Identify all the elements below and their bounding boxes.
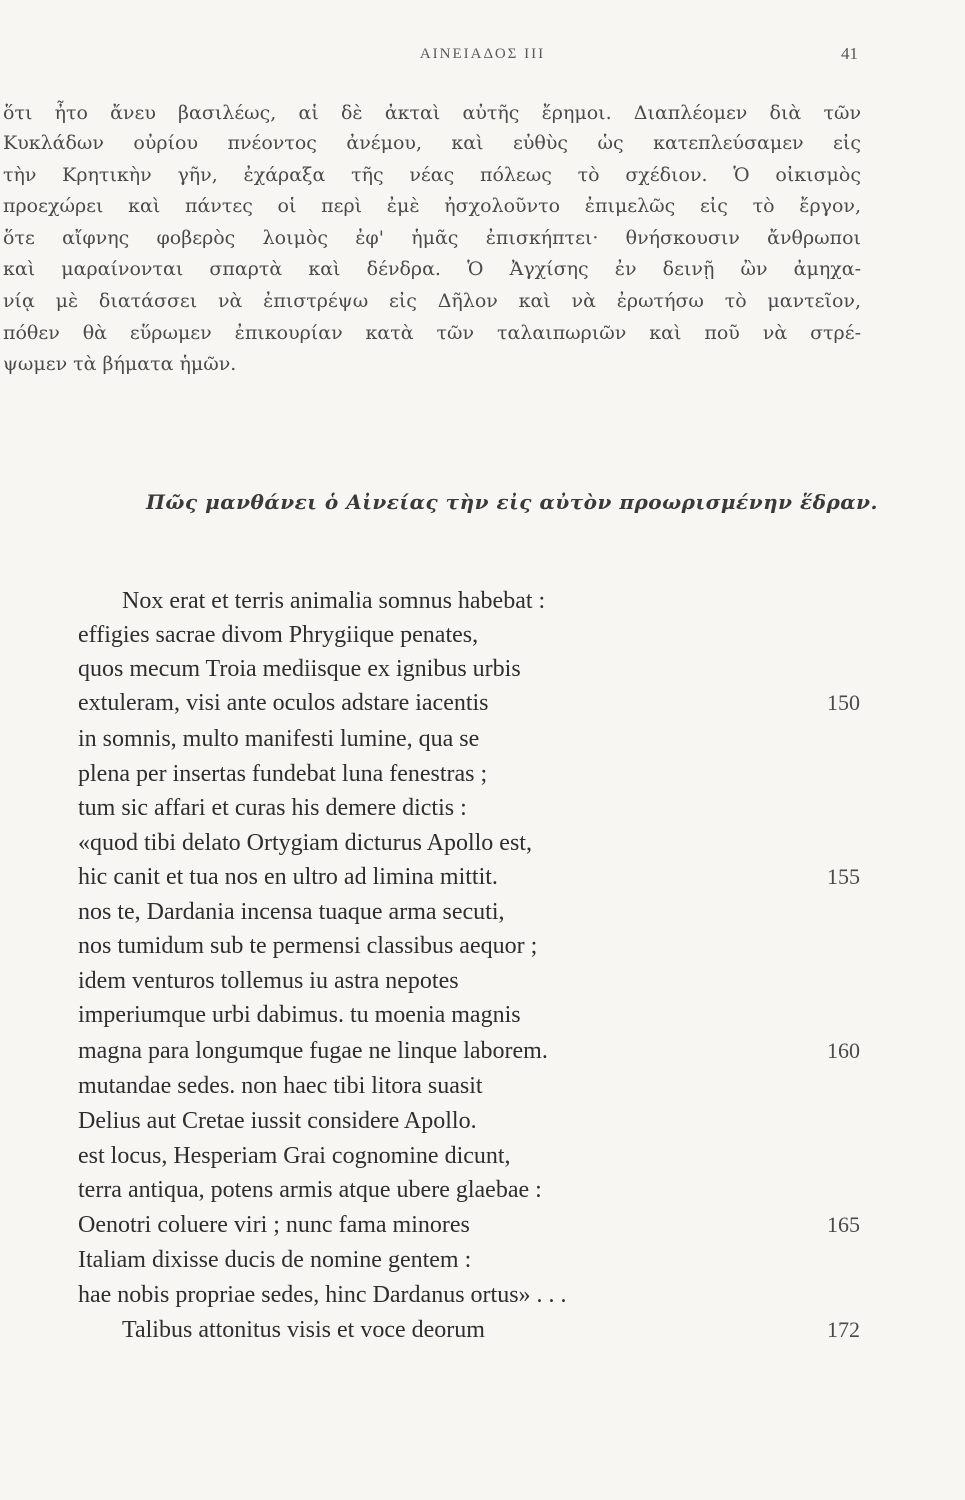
verse-text: Nox erat et terris animalia somnus habebat : <box>122 588 546 614</box>
verse-text: effigies sacrae divom Phrygiique penates, <box>78 622 479 648</box>
verse-line <box>0 895 965 929</box>
verse-line <box>0 1034 965 1068</box>
verse-text: extuleram, visi ante oculos adstare iacentis <box>78 690 489 716</box>
verse-text: quos mecum Troia mediisque ex ignibus urbis <box>78 656 521 682</box>
section-subheading: Πῶς μανθάνει ὁ Αἰνείας τὴν εἰς αὐτὸν προωρισμένην ἕδραν. <box>146 490 878 514</box>
verse-text: tum sic affari et curas his demere dictis : <box>78 795 467 821</box>
verse-text: magna para longumque fugae ne linque laborem. <box>78 1038 548 1064</box>
verse-text: imperiumque urbi dabimus. tu moenia magnis <box>78 1002 521 1028</box>
verse-line <box>0 860 965 894</box>
verse-line <box>0 998 965 1032</box>
greek-line: τὴν Κρητικὴν γῆν, ἐχάραξα τῆς νέας πόλεως τὸ σχέδιον. Ὁ οἰκισμὸς <box>3 164 861 186</box>
verse-text: terra antiqua, potens armis atque ubere glaebae : <box>78 1177 542 1203</box>
verse-text: nos tumidum sub te permensi classibus aequor ; <box>78 933 538 959</box>
verse-line <box>0 1208 965 1242</box>
verse-text: Delius aut Cretae iussit considere Apollo. <box>78 1108 477 1134</box>
greek-line: πόθεν θὰ εὕρωμεν ἐπικουρίαν κατὰ τῶν ταλαιπωριῶν καὶ ποῦ νὰ στρέ- <box>3 322 861 344</box>
verse-text: idem venturos tollemus iu astra nepotes <box>78 968 459 994</box>
running-header-title: ΑΙΝΕΙΑΔΟΣ III <box>419 46 546 62</box>
greek-line: νίᾳ μὲ διατάσσει νὰ ἐπιστρέψω εἰς Δῆλον καὶ νὰ ἐρωτήσω τὸ μαντεῖον, <box>3 290 861 312</box>
greek-line: ψωμεν τὰ βήματα ἡμῶν. <box>3 353 237 375</box>
verse-line <box>0 1173 965 1207</box>
greek-line: καὶ μαραίνονται σπαρτὰ καὶ δένδρα. Ὁ Ἀγχίσης ἐν δεινῇ ὢν ἀμηχα- <box>3 258 861 280</box>
verse-line <box>0 1069 965 1103</box>
verse-line <box>0 652 965 686</box>
verse-text: hae nobis propriae sedes, hinc Dardanus ortus» . . . <box>78 1282 567 1308</box>
greek-line: Κυκλάδων οὐρίου πνέοντος ἀνέμου, καὶ εὐθὺς ὡς κατεπλεύσαμεν εἰς <box>3 132 861 154</box>
verse-line <box>0 1243 965 1277</box>
verse-text: Talibus attonitus visis et voce deorum <box>122 1317 485 1343</box>
verse-text: Italiam dixisse ducis de nomine gentem : <box>78 1247 472 1273</box>
verse-number: 160 <box>827 1038 860 1063</box>
verse-text: in somnis, multo manifesti lumine, qua se <box>78 726 480 752</box>
verse-line <box>0 618 965 652</box>
verse-number: 155 <box>827 864 860 889</box>
verse-line <box>0 1139 965 1173</box>
greek-line: ὅτε αἴφνης φοβερὸς λοιμὸς ἐφ' ἡμᾶς ἐπισκήπτει· θνήσκουσιν ἄνθρωποι <box>3 227 861 249</box>
verse-number: 150 <box>827 690 860 715</box>
verse-line <box>0 1313 965 1347</box>
verse-line <box>0 584 965 618</box>
verse-number: 165 <box>827 1212 860 1237</box>
verse-text: mutandae sedes. non haec tibi litora suasit <box>78 1073 483 1099</box>
verse-line <box>0 826 965 860</box>
verse-line <box>0 686 965 720</box>
verse-line <box>0 1104 965 1138</box>
page-number: 41 <box>841 44 858 63</box>
verse-line <box>0 1278 965 1312</box>
verse-line <box>0 757 965 791</box>
verse-text: plena per insertas fundebat luna fenestras ; <box>78 761 488 787</box>
verse-text: «quod tibi delato Ortygiam dicturus Apollo est, <box>78 830 532 856</box>
greek-line: προεχώρει καὶ πάντες οἱ περὶ ἐμὲ ἠσχολοῦντο ἐπιμελῶς εἰς τὸ ἔργον, <box>3 195 861 217</box>
verse-line <box>0 964 965 998</box>
verse-text: hic canit et tua nos en ultro ad limina mittit. <box>78 864 498 890</box>
verse-line <box>0 929 965 963</box>
verse-number: 172 <box>827 1317 860 1342</box>
verse-line <box>0 722 965 756</box>
verse-text: Oenotri coluere viri ; nunc fama minores <box>78 1212 470 1238</box>
verse-text: est locus, Hesperiam Grai cognomine dicunt, <box>78 1143 511 1169</box>
verse-line <box>0 791 965 825</box>
greek-line: ὅτι ἦτο ἄνευ βασιλέως, αἱ δὲ ἀκταὶ αὐτῆς ἔρημοι. Διαπλέομεν διὰ τῶν <box>3 102 861 124</box>
verse-text: nos te, Dardania incensa tuaque arma secuti, <box>78 899 505 925</box>
